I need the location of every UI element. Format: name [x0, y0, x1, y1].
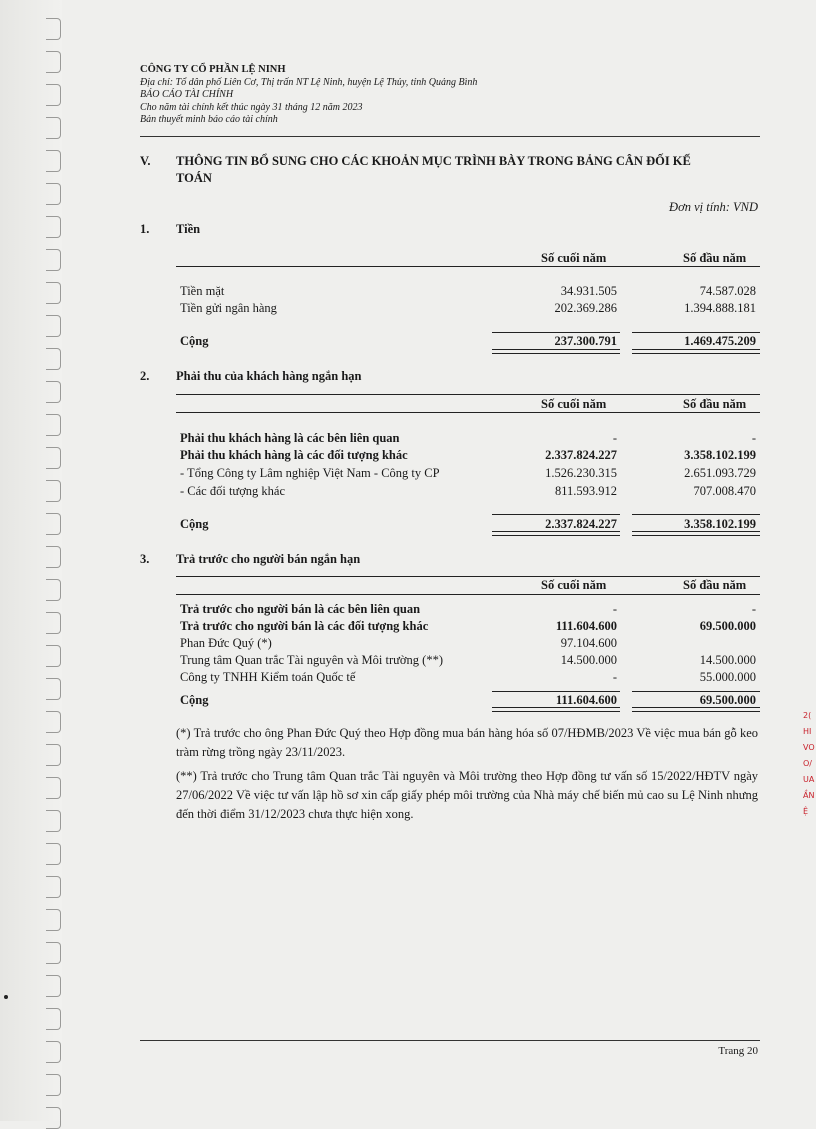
s2-row4-begin: 707.008.470	[693, 484, 756, 498]
binding-ring	[46, 480, 61, 502]
s3-title: Trả trước cho người bán ngắn hạn	[176, 552, 361, 566]
binding-ring	[46, 942, 61, 964]
s2-total-rule-end	[492, 514, 620, 515]
s3-col-begin: Số đầu năm	[683, 578, 747, 592]
stamp-char: VO	[803, 743, 815, 752]
report-notes: Bản thuyết minh báo cáo tài chính	[140, 114, 278, 126]
binding-ring	[46, 183, 61, 205]
s2-number: 2.	[140, 369, 150, 383]
binding-ring	[46, 909, 61, 931]
header-divider	[140, 136, 760, 137]
s3-total-rule-end	[492, 691, 620, 692]
s3-row3-end: 97.104.600	[560, 636, 617, 650]
s2-total-label: Cộng	[180, 517, 209, 531]
stamp-char: ẦN	[803, 791, 815, 800]
s3-row4-begin: 14.500.000	[699, 653, 756, 667]
s3-total-double-begin	[632, 707, 760, 712]
s3-number: 3.	[140, 552, 150, 566]
unit-label: Đơn vị tính: VND	[669, 200, 758, 214]
s3-row2-begin: 69.500.000	[699, 619, 756, 633]
footnote-1: (*) Trả trước cho ông Phan Đức Quý theo Hợp đồng mua bán hàng hóa số 07/HĐMB/2023 Về việc mua bán gỗ keo tràm rừng trồng ngày 23/11/2023.	[176, 726, 758, 759]
binding-ring	[46, 117, 61, 139]
s3-row3-label: Phan Đức Quý (*)	[180, 636, 272, 650]
binding-ring	[46, 447, 61, 469]
section-title-line1: THÔNG TIN BỔ SUNG CHO CÁC KHOẢN MỤC TRÌNH BÀY TRONG BẢNG CÂN ĐỐI KẾ	[176, 154, 691, 168]
s2-row1-begin: -	[751, 431, 756, 445]
s2-total-double-begin	[632, 531, 760, 536]
s1-row1-label: Tiền mặt	[180, 284, 225, 298]
s2-col-end: Số cuối năm	[541, 397, 607, 411]
company-name: CÔNG TY CỔ PHẦN LỆ NINH	[140, 64, 286, 75]
binding-ring	[46, 975, 61, 997]
s2-title: Phải thu của khách hàng ngắn hạn	[176, 369, 362, 383]
s1-total-double-begin	[632, 349, 760, 354]
s1-total-begin: 1.469.475.209	[684, 334, 756, 348]
binding-ring	[46, 216, 61, 238]
stamp-char: 2(	[803, 711, 812, 720]
page-speck	[4, 995, 8, 999]
s3-total-label: Cộng	[180, 693, 209, 707]
s2-row3-begin: 2.651.093.729	[684, 466, 756, 480]
binding-ring	[46, 249, 61, 271]
s1-row2-end: 202.369.286	[554, 301, 617, 315]
s1-col-end: Số cuối năm	[541, 251, 607, 265]
s1-total-end: 237.300.791	[554, 334, 617, 348]
s3-row4-label: Trung tâm Quan trắc Tài nguyên và Môi trường (**)	[180, 653, 443, 667]
stamp-char: UA	[803, 775, 815, 784]
s2-header-rule	[176, 412, 760, 413]
document-header	[140, 64, 477, 127]
section-number: V.	[140, 154, 151, 168]
stamp-char: HI	[803, 727, 812, 736]
binding-ring	[46, 1041, 61, 1063]
s2-top-rule	[176, 394, 760, 395]
s1-total-double-end	[492, 349, 620, 354]
report-title: BÁO CÁO TÀI CHÍNH	[140, 89, 234, 101]
margin-stamp-fragment	[803, 708, 816, 853]
binding-ring	[46, 1107, 61, 1129]
binding-ring	[46, 678, 61, 700]
s3-col-end: Số cuối năm	[541, 578, 607, 592]
s2-total-rule-begin	[632, 514, 760, 515]
s1-row2-begin: 1.394.888.181	[684, 301, 756, 315]
s2-row4-end: 811.593.912	[554, 484, 617, 498]
footnote-2: (**) Trả trước cho Trung tâm Quan trắc Tài nguyên và Môi trường theo Hợp đồng tư vấn số 15/2022/HĐTV ngày 27/06/2022 Về việc tư vấn lập hồ sơ xin cấp giấy phép môi trường của Nhà máy chế biến mủ cao su Lệ Ninh nhưng đến thời điểm 31/12/2023 chưa thực hiện xong.	[176, 769, 758, 821]
company-address: Địa chỉ: Tổ dân phố Liên Cơ, Thị trấn NT Lệ Ninh, huyện Lệ Thủy, tỉnh Quảng Bình	[140, 76, 478, 88]
binding-ring	[46, 645, 61, 667]
s2-row1-label: Phải thu khách hàng là các bên liên quan	[180, 431, 400, 445]
stamp-char: O/	[803, 759, 812, 768]
s1-row2-label: Tiền gửi ngân hàng	[180, 301, 277, 315]
binding-ring	[46, 744, 61, 766]
s1-col-begin: Số đầu năm	[683, 251, 747, 265]
binding-ring	[46, 513, 61, 535]
s1-header-rule	[176, 266, 760, 267]
page-number: Trang 20	[718, 1045, 758, 1057]
binding-ring	[46, 579, 61, 601]
report-period: Cho năm tài chính kết thúc ngày 31 tháng 12 năm 2023	[140, 101, 363, 113]
binding-ring	[46, 51, 61, 73]
s3-row2-end: 111.604.600	[555, 619, 617, 633]
s3-row1-begin: -	[751, 602, 756, 616]
s2-row1-end: -	[612, 431, 617, 445]
binding-ring	[46, 612, 61, 634]
s1-row1-end: 34.931.505	[560, 284, 617, 298]
s2-row2-label: Phải thu khách hàng là các đối tượng khác	[180, 448, 408, 462]
s2-row2-begin: 3.358.102.199	[684, 448, 756, 462]
s3-row5-label: Công ty TNHH Kiểm toán Quốc tế	[180, 670, 356, 684]
s2-total-end: 2.337.824.227	[545, 517, 617, 531]
binding-ring	[46, 546, 61, 568]
s2-total-begin: 3.358.102.199	[684, 517, 756, 531]
binding-ring	[46, 711, 61, 733]
s2-row3-label: - Tổng Công ty Lâm nghiệp Việt Nam - Công ty CP	[180, 466, 440, 480]
binding-ring	[46, 876, 61, 898]
s3-top-rule	[176, 576, 760, 577]
s2-row2-end: 2.337.824.227	[545, 448, 617, 462]
binding-ring	[46, 810, 61, 832]
binding-ring	[46, 777, 61, 799]
s2-total-double-end	[492, 531, 620, 536]
s3-total-end: 111.604.600	[555, 693, 617, 707]
binding-ring	[46, 1074, 61, 1096]
binding-ring	[46, 381, 61, 403]
s2-row4-label: - Các đối tượng khác	[180, 484, 286, 498]
s2-row3-end: 1.526.230.315	[545, 466, 617, 480]
s3-row5-end: -	[612, 670, 617, 684]
s3-total-begin: 69.500.000	[699, 693, 756, 707]
s2-col-begin: Số đầu năm	[683, 397, 747, 411]
binding-ring	[46, 348, 61, 370]
s3-row1-label: Trả trước cho người bán là các bên liên quan	[180, 602, 421, 616]
section-title-line2: TOÁN	[176, 171, 212, 185]
s1-row1-begin: 74.587.028	[699, 284, 756, 298]
s3-row4-end: 14.500.000	[560, 653, 617, 667]
s3-row2-label: Trả trước cho người bán là các đối tượng khác	[180, 619, 429, 633]
binding-ring	[46, 1008, 61, 1030]
binding-ring	[46, 150, 61, 172]
binding-ring	[46, 18, 61, 40]
s1-total-rule-end	[492, 332, 620, 333]
s1-number: 1.	[140, 222, 150, 236]
binding-ring	[46, 282, 61, 304]
s3-row5-begin: 55.000.000	[699, 670, 756, 684]
stamp-char: Ệ	[803, 807, 809, 816]
binding-ring	[46, 843, 61, 865]
s3-row1-end: -	[612, 602, 617, 616]
binding-ring	[46, 84, 61, 106]
s1-total-rule-begin	[632, 332, 760, 333]
s3-total-double-end	[492, 707, 620, 712]
s3-total-rule-begin	[632, 691, 760, 692]
s1-title: Tiền	[176, 222, 201, 236]
binding-ring	[46, 414, 61, 436]
s3-header-rule	[176, 594, 760, 595]
s1-total-label: Cộng	[180, 334, 209, 348]
binding-ring	[46, 315, 61, 337]
footer-divider	[140, 1040, 760, 1041]
